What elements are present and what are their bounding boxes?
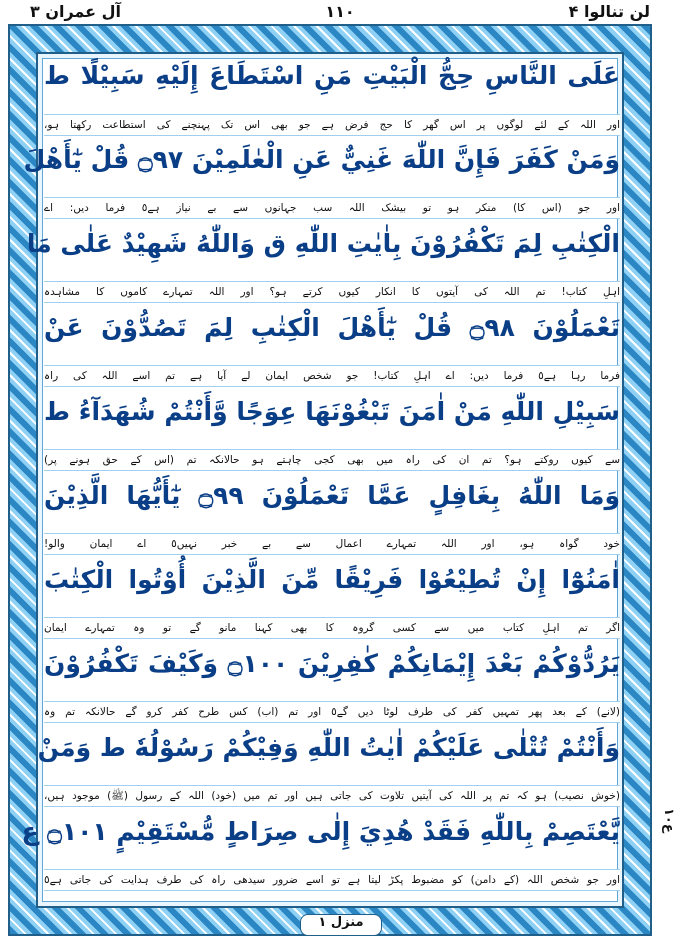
translation-line-4: فرما رہا ہے٥ فرما دیں: اے اہلِ کتاب! جو شخص ایمان لے آیا ہے تم اسے اللہ کی راہ [44,365,620,387]
translation-line-9: (خوش نصیب) ہو کہ تم پر اللہ کی آیتیں تلاوت کی جاتی ہیں اور تم میں (خود) اللہ کے رسول (ﷺ) موجود ہیں، [44,785,620,807]
surah-name: آل عمران ۳ [30,2,122,21]
arabic-line-10: يَّعْتَصِمْ بِاللّٰهِ فَقَدْ هُدِيَ إِلٰى صِرَاطٍ مُّسْتَقِيْمٍ ۝١٠١ ع [21,817,620,846]
arabic-line-9: وَأَنْتُمْ تُتْلٰى عَلَيْكُمْ اٰيٰتُ اللّٰهِ وَفِيْكُمْ رَسُوْلُهٗ ط وَمَنْ [37,733,620,762]
translation-line-7: اگر تم اہلِ کتاب میں سے کسی گروہ کا بھی کہنا مانو گے تو وہ تمہارے ایمان [44,617,620,639]
arabic-line-4: تَعْمَلُوْنَ ۝٩٨ قُلْ يٰٓأَهْلَ الْكِتٰبِ لِمَ تَصُدُّوْنَ عَنْ [44,313,620,342]
page-number: ١١٠ [325,2,355,21]
translation-line-2: اور جو (اس کا) منکر ہو تو بیشک اللہ سب جہانوں سے بے نیاز ہے٥ فرما دیں: اے [44,197,620,219]
arabic-line-2: وَمَنْ كَفَرَ فَإِنَّ اللّٰهَ غَنِيٌّ عَنِ الْعٰلَمِيْنَ ۝٩٧ قُلْ يٰٓأَهْلَ [23,145,620,174]
page-header [0,0,680,24]
translation-line-1: اور اللہ کے لئے لوگوں پر اس گھر کا حج فرض ہے جو بھی اس تک پہنچنے کی استطاعت رکھتا ہو، [44,114,620,136]
juz-name: لن تنالوا ۴ [568,2,650,21]
arabic-line-8: يَرُدُّوْكُمْ بَعْدَ إِيْمَانِكُمْ كٰفِرِيْنَ ۝١٠٠ وَكَيْفَ تَكْفُرُوْنَ [44,649,621,678]
ruku-marker: ع۱۰ [661,808,676,833]
arabic-line-5: سَبِيْلِ اللّٰهِ مَنْ اٰمَنَ تَبْغُوْنَهَا عِوَجًا وَّأَنْتُمْ شُهَدَآءُ ط [44,397,620,426]
translation-line-10: اور جو شخص اللہ (کے دامن) کو مضبوط پکڑ لیتا ہے تو اسے ضرور سیدھی راہ کی طرف ہدایت کی جاتی ہے٥ [44,869,620,891]
translation-line-5: سے کیوں روکتے ہو؟ تم ان کی راہ میں بھی کجی چاہتے ہو حالانکہ تم (اس کے حق ہونے پر) [44,449,620,471]
translation-line-3: اہلِ کتاب! تم اللہ کی آیتوں کا انکار کیوں کرتے ہو؟ اور اللہ تمہارے کاموں کا مشاہدہ [44,281,620,303]
arabic-line-1: عَلَى النَّاسِ حِجُّ الْبَيْتِ مَنِ اسْتَطَاعَ إِلَيْهِ سَبِيْلًا ط [44,61,620,90]
manzil-label: منزل ۱ [300,914,382,936]
arabic-line-6: وَمَا اللّٰهُ بِغَافِلٍ عَمَّا تَعْمَلُوْنَ ۝٩٩ يٰٓأَيُّهَا الَّذِيْنَ [44,481,620,510]
translation-line-6: خود گواہ ہو، اور اللہ تمہارے اعمال سے بے خبر نہیں٥ اے ایمان والو! [44,533,620,555]
translation-line-8: (لانے) کے بعد پھر تمہیں کفر کی طرف لوٹا دیں گے٥ اور تم (اب) کس طرح کفر کرو گے حالانکہ تم وہ [44,701,620,723]
arabic-line-7: اٰمَنُوْٓا إِنْ تُطِيْعُوْا فَرِيْقًا مِّنَ الَّذِيْنَ أُوْتُوا الْكِتٰبَ [44,565,620,594]
arabic-line-3: الْكِتٰبِ لِمَ تَكْفُرُوْنَ بِاٰيٰتِ اللّٰهِ ق وَاللّٰهُ شَهِيْدٌ عَلٰى مَا [26,229,620,258]
